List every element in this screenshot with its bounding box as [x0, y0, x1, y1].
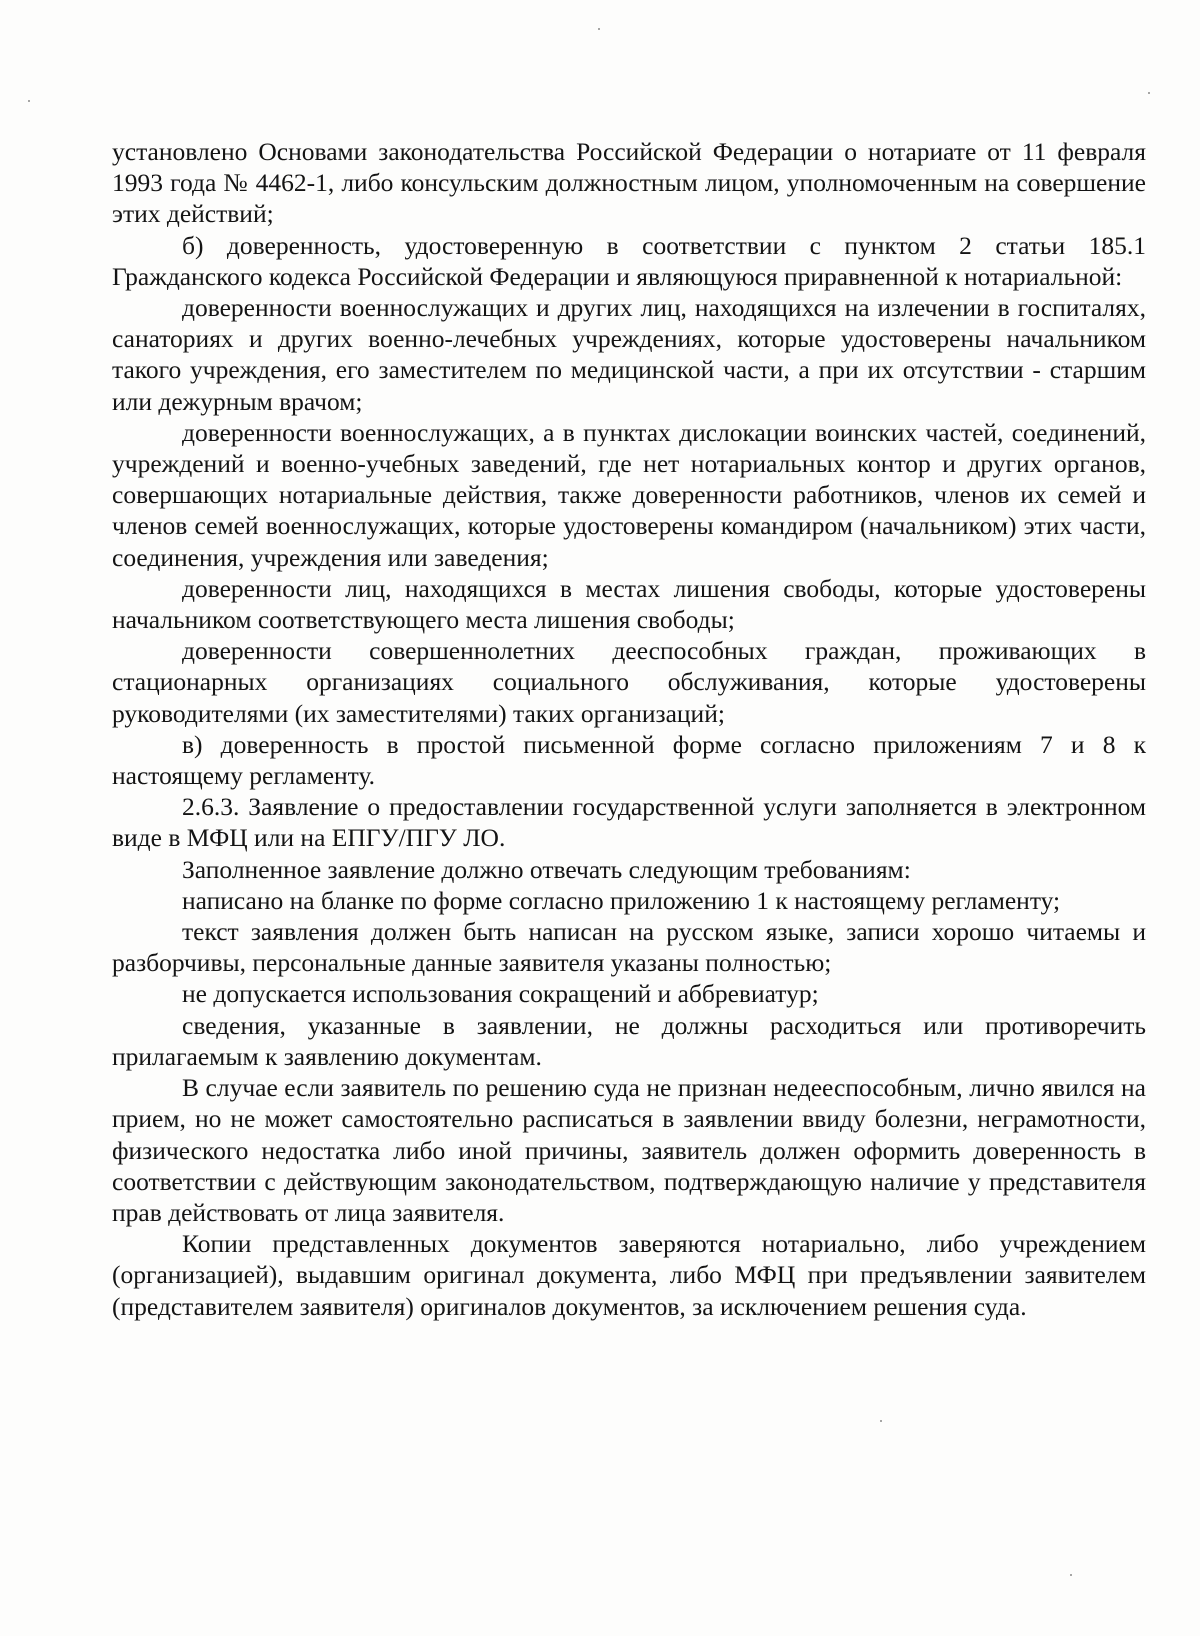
- paragraph-10: написано на бланке по форме согласно приложению 1 к настоящему регламенту;: [182, 885, 1061, 915]
- paragraph-7: в) доверенность в простой письменной форме согласно приложениям 7 и 8 к настоящему регламенту.: [112, 729, 1146, 791]
- paragraph-11: текст заявления должен быть написан на русском языке, записи хорошо читаемы и разборчивы, персональные данные заявителя указаны полностью;: [112, 917, 1146, 978]
- paragraph-3: доверенности военнослужащих и других лиц, находящихся на излечении в госпиталях, санаториях и других военно-лечебных учреждениях, которые удостоверены начальником такого учреждения, его заместителем по медицинской части, а при их отсутствии - старшим или дежурным врачом;: [112, 293, 1146, 416]
- document-body: [112, 136, 1146, 1322]
- paragraph-12: не допускается использования сокращений и аббревиатур;: [182, 979, 819, 1009]
- paragraph-2: б) доверенность, удостоверенную в соответствии с пунктом 2 статьи 185.1 Гражданского кодекса Российской Федерации и являющуюся приравненной к нотариальной:: [112, 230, 1146, 291]
- paragraph-4: доверенности военнослужащих, а в пунктах дислокации воинских частей, соединений, учреждений и военно-учебных заведений, где нет нотариальных контор и других органов, совершающих нотариальные действия, также доверенности работников, членов их семей и членов семей военнослужащих, которые удостоверены командиром (начальником) этих части, соединения, учреждения или заведения;: [112, 417, 1146, 572]
- paragraph-6: доверенности совершеннолетних дееспособных граждан, проживающих в стационарных организациях социального обслуживания, которые удостоверены руководителями (их заместителями) таких организаций;: [112, 636, 1146, 728]
- paragraph-9: Заполненное заявление должно отвечать следующим требованиям:: [182, 854, 911, 884]
- scan-speck: [598, 28, 600, 30]
- paragraph-1: установлено Основами законодательства Российской Федерации о нотариате от 11 февраля 1993 года № 4462-1, либо консульским должностным лицом, уполномоченным на совершение этих действий;: [112, 137, 1146, 229]
- paragraph-15: Копии представленных документов заверяются нотариально, либо учреждением (организацией), выдавшим оригинал документа, либо МФЦ при предъявлении заявителем (представителем заявителя) оригиналов документов, за исключением решения суда.: [112, 1229, 1146, 1321]
- paragraph-5: доверенности лиц, находящихся в местах лишения свободы, которые удостоверены начальником соответствующего места лишения свободы;: [112, 573, 1146, 635]
- paragraph-13: сведения, указанные в заявлении, не должны расходиться или противоречить прилагаемым к заявлению документам.: [112, 1010, 1146, 1071]
- paragraph-8: 2.6.3. Заявление о предоставлении государственной услуги заполняется в электронном виде в МФЦ или на ЕПГУ/ПГУ ЛО.: [112, 792, 1146, 853]
- scan-speck: [1070, 1574, 1072, 1576]
- paragraph-14: В случае если заявитель по решению суда не признан недееспособным, лично явился на прием, но не может самостоятельно расписаться в заявлении ввиду болезни, неграмотности, физического недостатка либо иной причины, заявитель должен оформить доверенность в соответствии с действующим законодательством, подтверждающую наличие у представителя прав действовать от лица заявителя.: [112, 1073, 1146, 1227]
- scan-speck: [880, 1420, 882, 1422]
- scan-speck: [28, 100, 30, 102]
- scan-speck: [1148, 92, 1150, 94]
